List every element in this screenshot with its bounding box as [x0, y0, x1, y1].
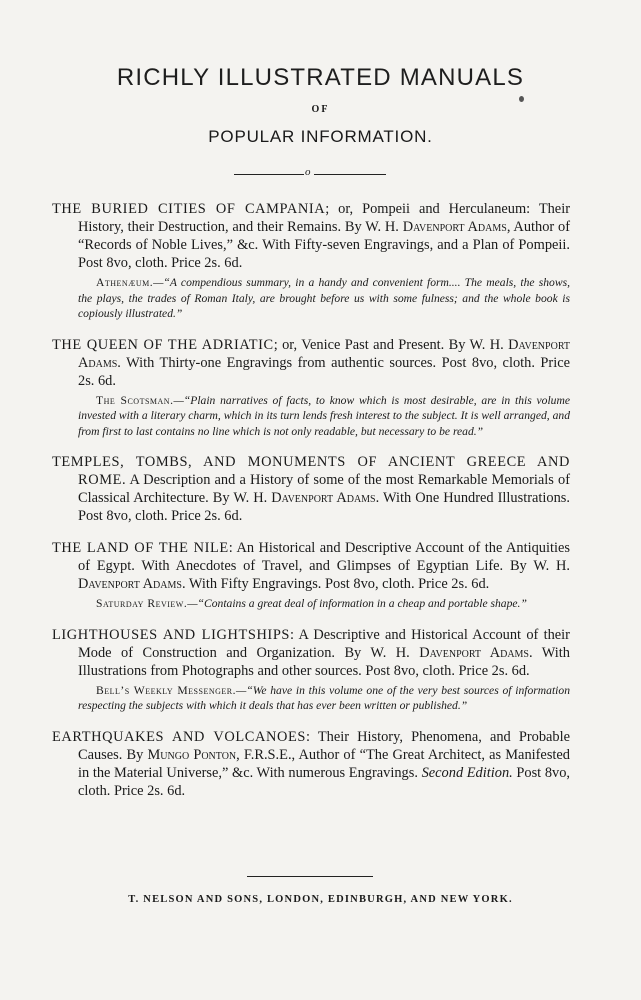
entry-title: THE LAND OF THE NILE [52, 540, 229, 556]
entry-title: THE QUEEN OF THE ADRIATIC [52, 336, 274, 353]
entry-body [52, 728, 570, 800]
review-quote [52, 275, 570, 322]
ornament-glyph: o [305, 166, 311, 178]
entry-description-cont: . With One Hundred Illustrations. Post 8vo, cloth. Price 2s. 6d. [78, 490, 570, 524]
book-list [52, 200, 570, 814]
entry-body [52, 626, 570, 680]
entry-description-cont: . With Illustrations from Photographs and other sources. Post 8vo, cloth. Price 2s. 6d. [78, 644, 570, 679]
entry-description: ; or, Pompeii and Herculaneum: Their History, their Destruction, and their Remains. By W. H. [78, 201, 570, 235]
entry-description: A Description and a History of some of the most Remarkable Memorials of Classical Architecture. By W. H. [78, 472, 570, 506]
entry-author: Davenport Adams [271, 490, 376, 506]
book-entry-temples [52, 453, 570, 525]
book-entry-adriatic [52, 336, 570, 440]
ink-speck [519, 96, 524, 102]
review-text: —“We have in this volume one of the very best sources of information respecting the subjects with which it deals that has ever been written or published.” [78, 683, 570, 712]
entry-description-cont: , Author of “Records of Noble Lives,” &c. With Fifty-seven Engravings, and a Plan of Pompeii. Post 8vo, cloth. Price 2s. 6d. [78, 219, 570, 271]
review-source: The Scotsman. [96, 393, 174, 407]
review-text: —“A compendious summary, in a handy and convenient form.... The meals, the shows, the plays, the trades of Roman Italy, are brought before us with some fulness; and the whole book is copiously illustrated.” [78, 276, 570, 320]
entry-body [52, 200, 570, 272]
publisher-imprint: T. NELSON AND SONS, LONDON, EDINBURGH, AND NEW YORK. [128, 894, 513, 905]
entry-description: : Their History, Phenomena, and Probable Causes. By [78, 728, 570, 763]
page-title: RICHLY ILLUSTRATED MANUALS [116, 64, 525, 91]
footer-rule [247, 876, 373, 877]
title-connector: OF [311, 104, 330, 115]
review-quote [52, 393, 570, 440]
entry-author: Davenport Adams [402, 219, 507, 235]
entry-description: : An Historical and Descriptive Account of the Antiquities of Egypt. With Anecdotes of Travel, and Glimpses of Egyptian Life. By W. H. [78, 540, 570, 574]
entry-description-cont: . With Fifty Engravings. Post 8vo, cloth. Price 2s. 6d. [181, 576, 490, 592]
ornament-line-left [234, 174, 304, 175]
entry-title: TEMPLES, TOMBS, AND MONUMENTS OF ANCIENT GREECE AND ROME. [52, 454, 570, 488]
review-source: Saturday Review. [96, 597, 188, 610]
entry-description: : A Descriptive and Historical Account of their Mode of Construction and Organization. By W. H. [78, 626, 570, 661]
review-source: Bell’s Weekly Messenger. [96, 683, 237, 697]
entry-description-cont: . With Thirty-one Engravings from authentic sources. Post 8vo, cloth. Price 2s. 6d. [78, 354, 570, 389]
entry-body [52, 539, 570, 593]
book-entry-earthquakes [52, 728, 570, 800]
review-source: Athenæum. [96, 276, 154, 289]
entry-body [52, 336, 570, 390]
book-entry-nile [52, 539, 570, 612]
entry-body [52, 453, 570, 525]
book-entry-campania [52, 200, 570, 322]
entry-title: THE BURIED CITIES OF CAMPANIA [52, 201, 326, 217]
book-entry-lighthouses [52, 626, 570, 714]
entry-author: Davenport Adams [419, 644, 529, 661]
review-text: —“Contains a great deal of information in a cheap and portable shape.” [187, 597, 527, 610]
entry-edition: Second Edition. [421, 764, 513, 781]
review-text: —“Plain narratives of facts, to know which is most desirable, are in this volume invested with a literary charm, which in its turn lends fresh interest to the subject. It is well arranged, and from first to last contains no line which is not only readable, but necessary to be read.” [78, 393, 570, 438]
review-quote [52, 683, 570, 714]
entry-author: Mungo Ponton [147, 746, 237, 763]
ornament-line-right [314, 174, 386, 175]
entry-author: Davenport Adams [78, 336, 570, 371]
entry-description: ; or, Venice Past and Present. By W. H. [273, 336, 509, 353]
review-quote [52, 596, 570, 612]
ornament-divider [234, 168, 386, 180]
entry-price: Post 8vo, cloth. Price 2s. 6d. [78, 764, 571, 799]
entry-title: LIGHTHOUSES AND LIGHTSHIPS [52, 626, 291, 643]
entry-author: Davenport Adams [78, 576, 182, 592]
page-subtitle: POPULAR INFORMATION. [208, 127, 433, 146]
entry-title: EARTHQUAKES AND VOLCANOES [52, 728, 306, 745]
entry-description-cont: , F.R.S.E., Author of “The Great Architect, as Manifested in the Material Universe,” &c. With numerous Engravings. [78, 746, 570, 781]
